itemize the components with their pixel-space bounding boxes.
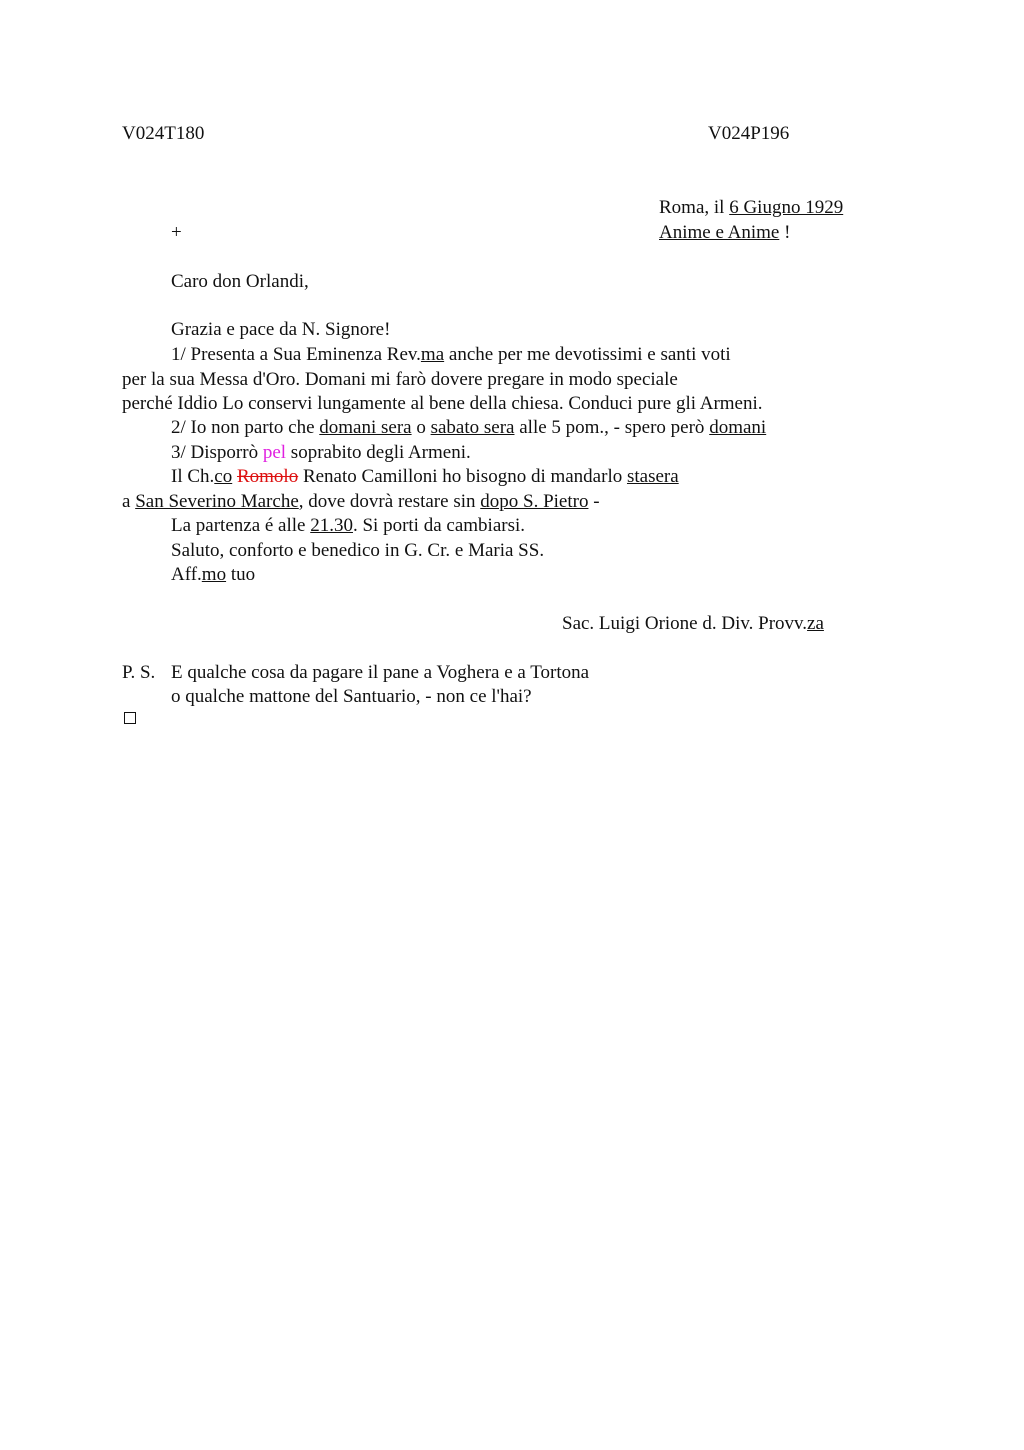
paragraph-2 (171, 416, 766, 440)
salutation: Caro don Orlandi, (171, 271, 309, 292)
p3-text-b: soprabito degli Armeni. (286, 442, 471, 463)
p2-text-c: alle 5 pom., - spero però (514, 417, 710, 438)
dateline-prefix: Roma, il (659, 197, 730, 218)
paragraph-5 (171, 514, 525, 538)
p2-text-b: o (411, 417, 431, 438)
p4-feast: dopo S. Pietro (480, 491, 589, 512)
postscript-label: P. S. (122, 662, 156, 683)
signature-abbr: za (807, 613, 824, 634)
signature (562, 612, 824, 636)
cross-mark: + (171, 222, 182, 243)
postscript-line-1: E qualche cosa da pagare il pane a Voghera e a Tortona (171, 662, 590, 683)
p2-underlined-1: domani sera (319, 417, 412, 438)
greeting: Grazia e pace da N. Signore! (171, 319, 391, 340)
p2-underlined-3: domani (709, 417, 767, 438)
p4-abbr: co (214, 466, 233, 487)
p2-underlined-2: sabato sera (430, 417, 515, 438)
paragraph-4-line-1 (171, 465, 679, 489)
paragraph-3 (171, 441, 471, 465)
inserted-word: pel (262, 442, 287, 463)
motto-suffix: ! (779, 222, 791, 243)
archive-code-left: V024T180 (122, 123, 205, 144)
archive-code-right: V024P196 (708, 123, 790, 144)
paragraph-1-line-1 (171, 343, 731, 367)
p1-text-a: 1/ Presenta a Sua Eminenza Rev. (171, 344, 421, 365)
deleted-word: Romolo (236, 466, 299, 487)
p1-abbr: ma (420, 344, 445, 365)
p1-text-b: anche per me devotissimi e santi voti (444, 344, 731, 365)
letter-date: 6 Giugno 1929 (729, 197, 844, 218)
dateline (659, 196, 843, 220)
departure-time: 21.30 (310, 515, 353, 536)
p5-text-b: . Si porti da cambiarsi. (352, 515, 526, 536)
closing-blessing: Saluto, conforto e benedico in G. Cr. e Maria SS. (171, 540, 545, 561)
p4-line2-c: - (588, 491, 600, 512)
aff-text-a: Aff. (171, 564, 202, 585)
motto (659, 221, 790, 245)
paragraph-1-line-2: per la sua Messa d'Oro. Domani mi farò dovere pregare in modo speciale (122, 369, 678, 390)
postscript-line-2: o qualche mattone del Santuario, - non ce l'hai? (171, 686, 532, 707)
closing-affectionate (171, 563, 255, 587)
p4-underlined-1: stasera (626, 466, 679, 487)
p2-text-a: 2/ Io non parto che (171, 417, 320, 438)
p5-text-a: La partenza é alle (171, 515, 311, 536)
paragraph-4-line-2 (122, 490, 600, 514)
paragraph-1-line-3: perché Iddio Lo conservi lungamente al bene della chiesa. Conduci pure gli Armeni. (122, 393, 763, 414)
aff-abbr: mo (201, 564, 227, 585)
p4-line2-a: a (122, 491, 136, 512)
signature-name: Sac. Luigi Orione d. Div. Provv. (562, 613, 808, 634)
aff-text-b: tuo (226, 564, 256, 585)
p3-text-a: 3/ Disporrò (171, 442, 263, 463)
motto-text: Anime e Anime (659, 222, 780, 243)
p4-line2-b: , dove dovrà restare sin (298, 491, 481, 512)
p4-text-b: Renato Camilloni ho bisogno di mandarlo (298, 466, 627, 487)
end-square-icon (124, 712, 136, 724)
p4-place: San Severino Marche (135, 491, 299, 512)
p4-text-a: Il Ch. (171, 466, 215, 487)
